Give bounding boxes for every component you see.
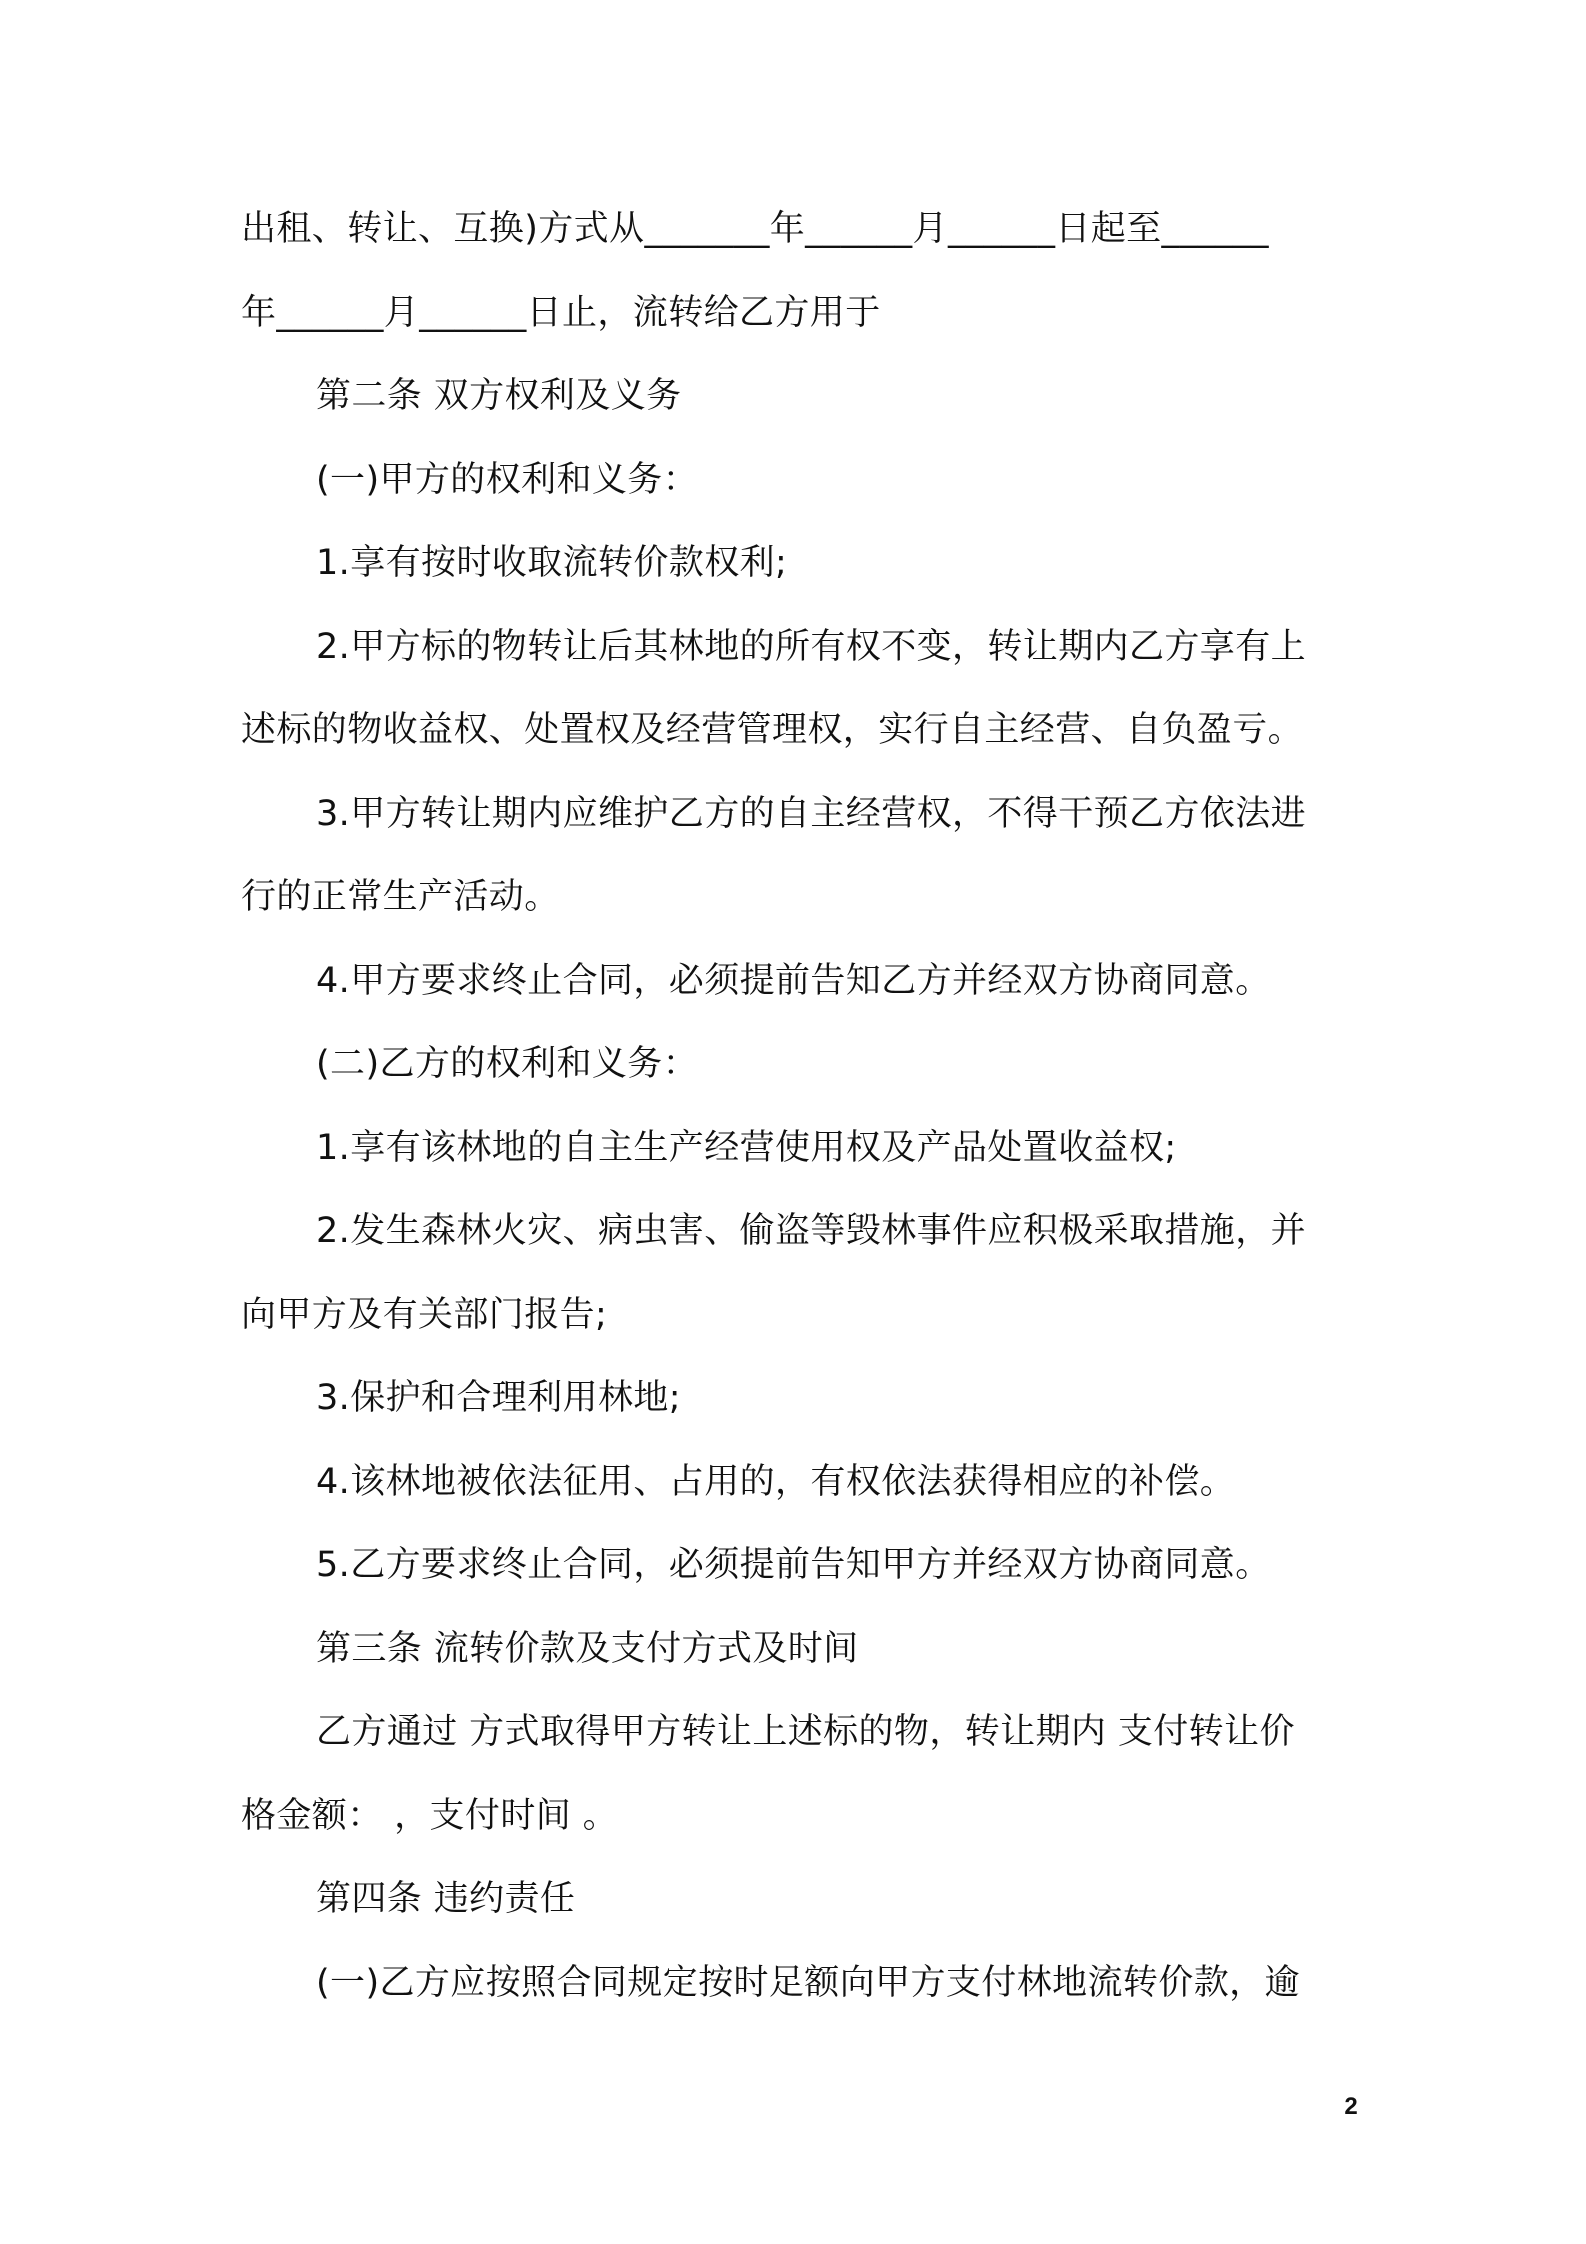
text-line-continuation: 格金额： ，支付时间 。 [241,1796,619,1836]
section-heading: (一)甲方的权利和义务： [316,460,699,500]
text-line-continuation: 行的正常生产活动。 [241,877,560,917]
text-line-continuation: 年______月______日止，流转给乙方用于 [241,293,881,333]
clause-item: 5.乙方要求终止合同，必须提前告知甲方并经双方协商同意。 [316,1545,1271,1585]
article-heading: 第二条 双方权利及义务 [316,376,682,416]
clause-item: 4.甲方要求终止合同，必须提前告知乙方并经双方协商同意。 [316,961,1271,1001]
clause-item: 4.该林地被依法征用、占用的，有权依法获得相应的补偿。 [316,1462,1236,1502]
section-heading: (一)乙方应按照合同规定按时足额向甲方支付林地流转价款，逾 [316,1963,1300,2003]
clause-item: 乙方通过 方式取得甲方转让上述标的物，转让期内 支付转让价 [316,1712,1295,1752]
clause-item: 3.甲方转让期内应维护乙方的自主经营权，不得干预乙方依法进 [316,794,1306,834]
article-heading: 第四条 违约责任 [316,1879,576,1919]
text-line-continuation: 述标的物收益权、处置权及经营管理权，实行自主经营、自负盈亏。 [241,710,1304,750]
clause-item: 3.保护和合理利用林地; [316,1378,681,1418]
text-line-continuation: 出租、转让、互换)方式从_______年______月______日起至______ [241,209,1269,249]
clause-item: 1.享有该林地的自主生产经营使用权及产品处置收益权; [316,1128,1177,1168]
section-heading: (二)乙方的权利和义务： [316,1044,699,1084]
text-line-continuation: 向甲方及有关部门报告; [241,1295,608,1335]
clause-item: 2.发生森林火灾、病虫害、偷盗等毁林事件应积极采取措施，并 [316,1211,1306,1251]
clause-item: 2.甲方标的物转让后其林地的所有权不变，转让期内乙方享有上 [316,627,1306,667]
article-heading: 第三条 流转价款及支付方式及时间 [316,1629,859,1669]
clause-item: 1.享有按时收取流转价款权利; [316,543,788,583]
page-number: 2 [1344,2093,1358,2120]
